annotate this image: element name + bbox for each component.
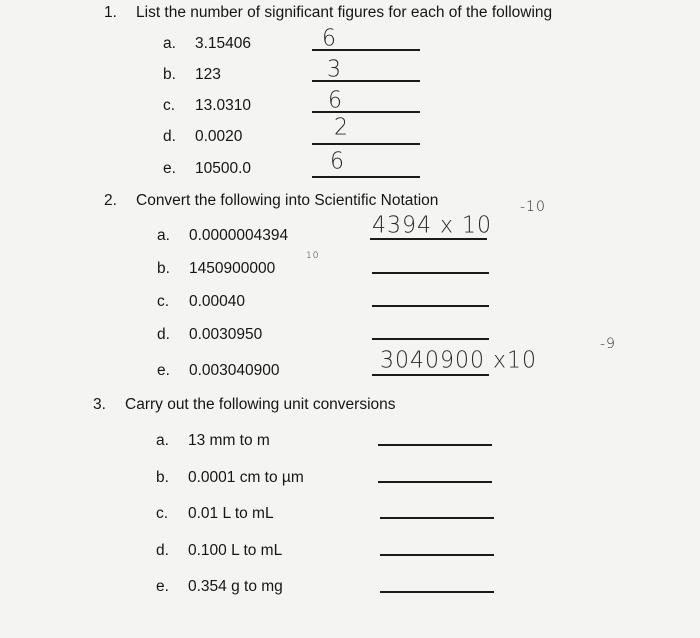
q2-b-letter: b.: [157, 260, 170, 277]
q2-b-answer-line: [372, 272, 489, 274]
q1-d-answer: 2: [334, 114, 349, 141]
q2-a-letter: a.: [157, 227, 170, 244]
q3-number: 3.: [93, 396, 106, 413]
q2-d-letter: d.: [157, 326, 170, 343]
q1-d-value: 0.0020: [195, 128, 243, 145]
q3-e-letter: e.: [156, 578, 169, 595]
q3-a-answer-line: [378, 444, 492, 446]
q2-e-value: 0.003040900: [189, 362, 280, 379]
q3-c-answer-line: [380, 517, 494, 519]
q1-a-value: 3.15406: [195, 35, 252, 52]
q1-b-answer: 3: [327, 56, 342, 83]
q2-d-value: 0.0030950: [189, 326, 263, 343]
q3-b-answer-line: [378, 481, 492, 483]
q2-prompt: Convert the following into Scientific Notation: [136, 192, 439, 209]
q1-a-letter: a.: [163, 35, 176, 52]
q1-prompt: List the number of significant figures for each of the following: [136, 4, 553, 21]
q3-d-answer-line: [380, 554, 494, 556]
q2-b-value: 1450900000: [189, 260, 276, 277]
q1-b-letter: b.: [163, 66, 176, 83]
q3-e-value: 0.354 g to mg: [188, 578, 283, 595]
q3-a-letter: a.: [156, 432, 169, 449]
q3-b-letter: b.: [156, 469, 169, 486]
q2-number: 2.: [104, 192, 117, 209]
q3-e-answer-line: [380, 591, 494, 593]
q2-a-value: 0.0000004394: [189, 227, 289, 244]
q2-e-letter: e.: [157, 362, 170, 379]
q1-c-letter: c.: [163, 97, 176, 114]
q2-e-answer: 3040900 x10: [380, 347, 537, 374]
q3-c-value: 0.01 L to mL: [188, 505, 274, 522]
q2-a-exponent: -10: [520, 199, 546, 215]
q1-c-answer: 6: [328, 87, 343, 114]
q3-d-letter: d.: [156, 542, 169, 559]
q3-prompt: Carry out the following unit conversions: [125, 396, 396, 413]
q3-a-value: 13 mm to m: [188, 432, 270, 449]
q1-a-answer: 6: [322, 25, 337, 52]
q1-d-letter: d.: [163, 128, 176, 145]
q1-d-answer-line: [312, 143, 420, 145]
q1-e-letter: e.: [163, 160, 176, 177]
q2-c-letter: c.: [157, 293, 170, 310]
q3-b-value: 0.0001 cm to µm: [188, 469, 304, 486]
q3-c-letter: c.: [156, 505, 169, 522]
q2-e-exponent: -9: [600, 336, 616, 352]
q1-b-value: 123: [195, 66, 221, 83]
q2-a-answer: 4394 x 10: [372, 212, 492, 239]
q1-number: 1.: [104, 4, 117, 21]
q2-d-answer-line: [372, 338, 489, 340]
q2-c-value: 0.00040: [189, 293, 246, 310]
q1-e-value: 10500.0: [195, 160, 252, 177]
q1-e-answer: 6: [330, 148, 345, 175]
q2-c-answer-line: [372, 305, 489, 307]
q2-e-answer-line: [372, 374, 489, 376]
q1-c-value: 13.0310: [195, 97, 252, 114]
q1-e-answer-line: [312, 176, 420, 178]
q3-d-value: 0.100 L to mL: [188, 542, 283, 559]
q2-b-exponent: 10: [306, 251, 320, 261]
